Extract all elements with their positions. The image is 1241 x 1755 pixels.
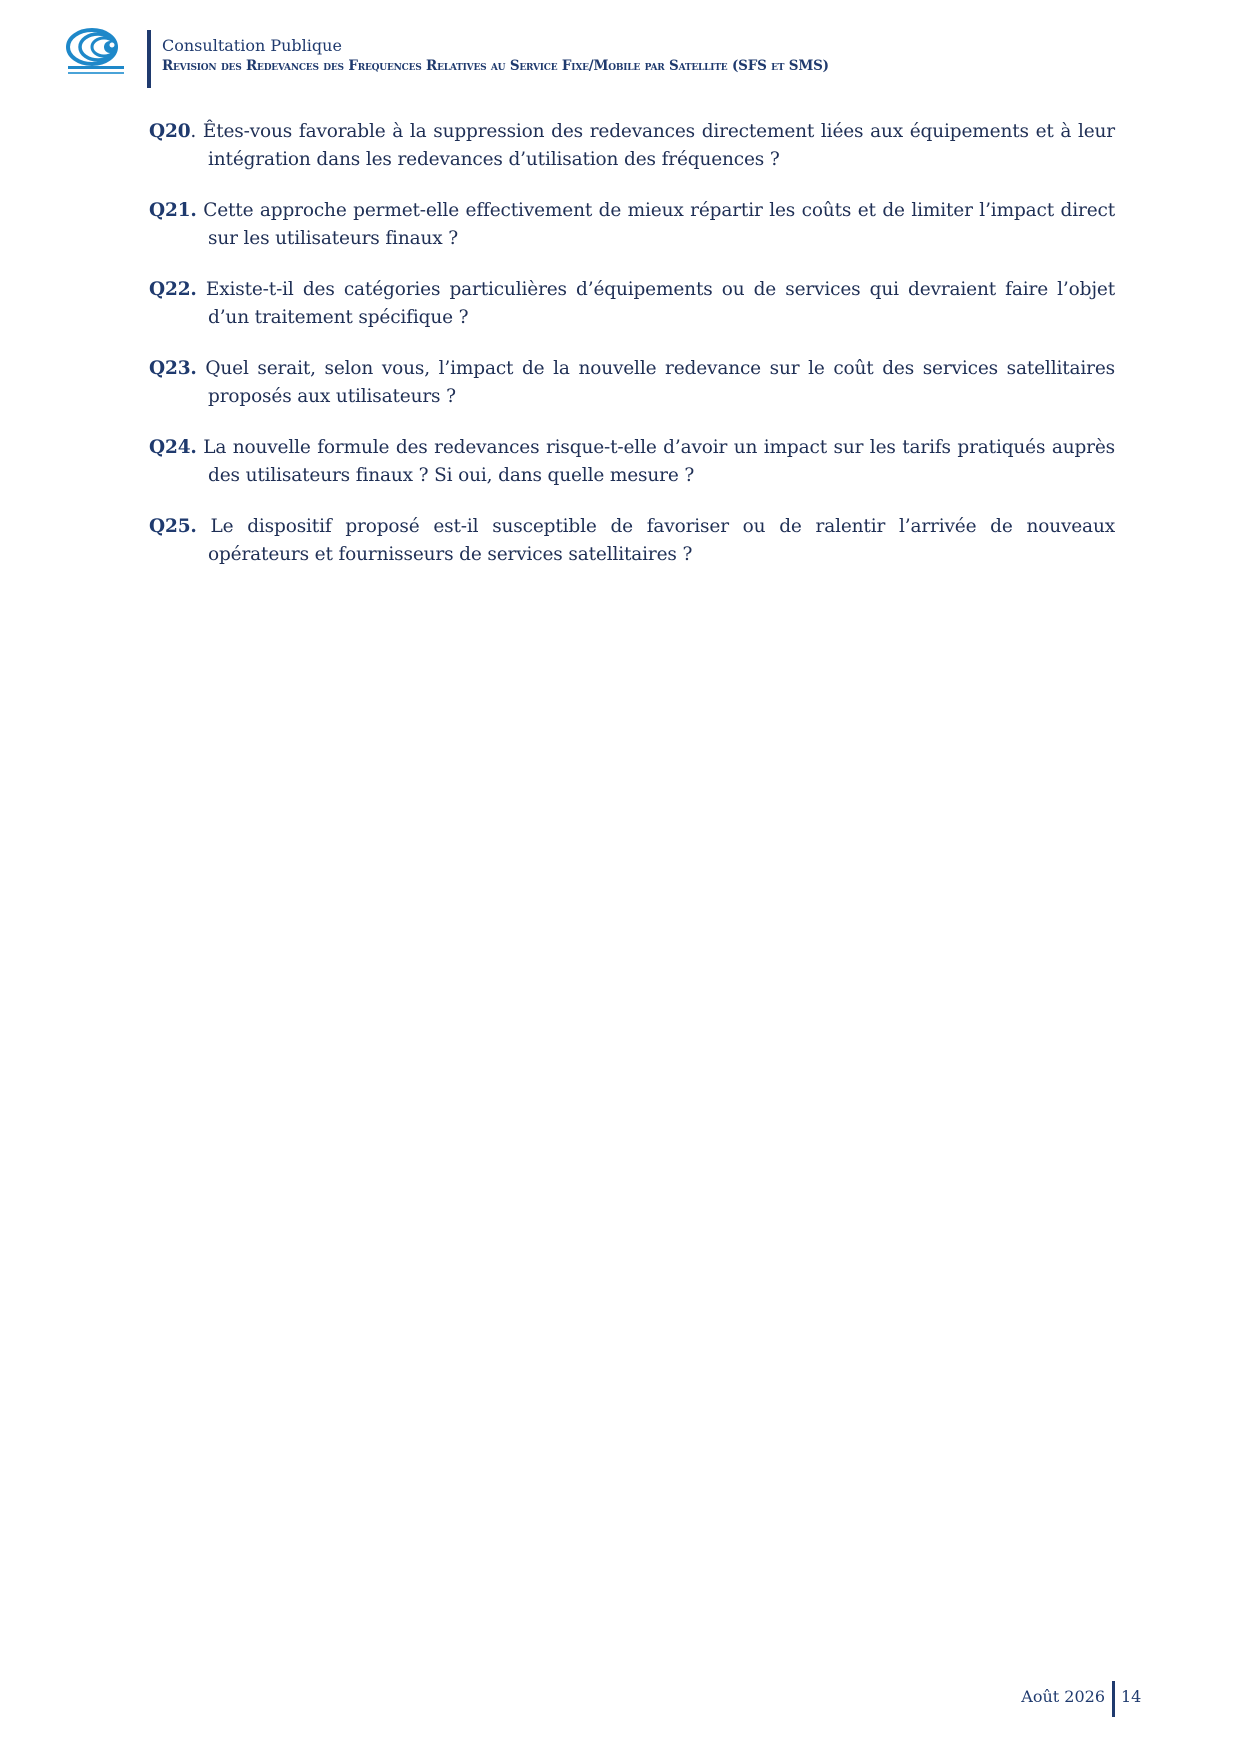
- question-label: Q20: [149, 121, 191, 142]
- question-text: La nouvelle formule des redevances risque-t-elle d’avoir un impact sur les tarifs pratiqués auprès des utilisateurs finaux ? Si oui, dans quelle mesure ?: [196, 437, 1115, 486]
- footer-date: Août 2026: [1021, 1687, 1105, 1706]
- question-label: Q24.: [149, 437, 197, 458]
- document-title: Revision des Redevances des Frequences Relatives au Service Fixe/Mobile par Satellite (SFS et SMS): [162, 58, 829, 74]
- question-label: Q22.: [149, 279, 197, 300]
- question-label: Q23.: [149, 358, 197, 379]
- question-text: Quel serait, selon vous, l’impact de la nouvelle redevance sur le coût des services satellitaires proposés aux utilisateurs ?: [196, 358, 1115, 407]
- question-text: . Êtes-vous favorable à la suppression des redevances directement liées aux équipements et à leur intégration dans les redevances d’utilisation des fréquences ?: [190, 121, 1115, 170]
- question-q23: [149, 355, 1115, 411]
- question-label: Q25.: [149, 516, 197, 537]
- agency-logo-icon: [66, 28, 134, 86]
- question-q24: [149, 434, 1115, 490]
- question-q21: [149, 197, 1115, 253]
- page-number: 14: [1121, 1687, 1142, 1706]
- question-text: Le dispositif proposé est-il susceptible de favoriser ou de ralentir l’arrivée de nouveaux opérateurs et fournisseurs de services satellitaires ?: [196, 516, 1115, 565]
- question-q25: [149, 513, 1115, 569]
- page-footer: [1000, 1681, 1160, 1717]
- header-subtitle: Consultation Publique: [162, 36, 342, 55]
- question-label: Q21.: [149, 200, 197, 221]
- header-divider: [147, 30, 151, 88]
- questions-list: [149, 118, 1115, 592]
- footer-divider: [1112, 1681, 1115, 1717]
- question-text: Existe-t-il des catégories particulières d’équipements ou de services qui devraient faire l’objet d’un traitement spécifique ?: [196, 279, 1115, 328]
- question-q20: [149, 118, 1115, 174]
- header-text-block: [162, 36, 1042, 76]
- question-text: Cette approche permet-elle effectivement de mieux répartir les coûts et de limiter l’impact direct sur les utilisateurs finaux ?: [196, 200, 1115, 249]
- page-header: [66, 28, 1066, 92]
- question-q22: [149, 276, 1115, 332]
